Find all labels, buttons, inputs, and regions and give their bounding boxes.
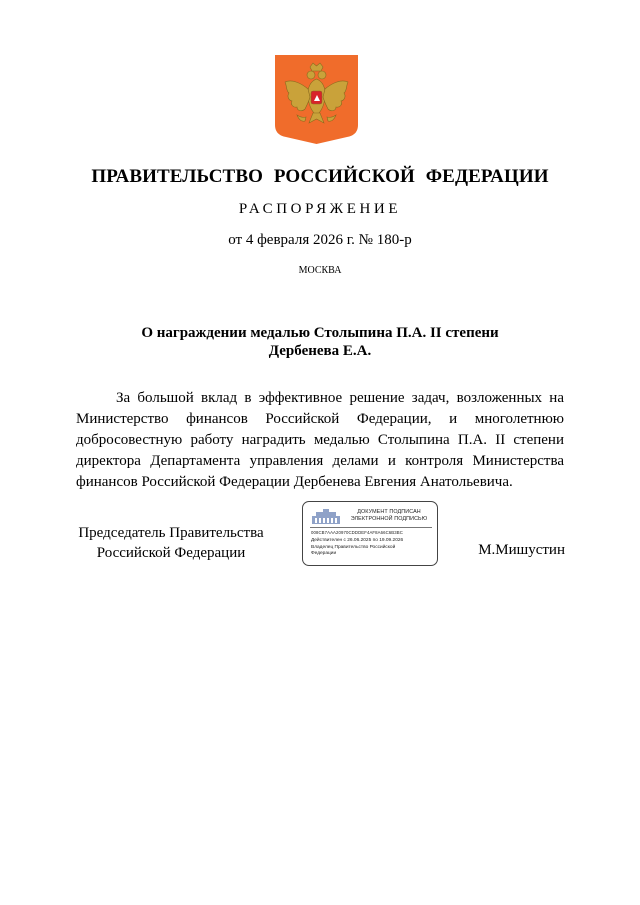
stamp-owner-line-1: Владелец Правительство Российской — [311, 545, 396, 550]
signer-position-line-2: Российской Федерации — [96, 545, 246, 561]
stamp-heading-line-1: ДОКУМЕНТ ПОДПИСАН — [357, 509, 421, 515]
electronic-signature-stamp — [302, 501, 438, 566]
document-city: МОСКВА — [298, 265, 342, 276]
document-body: За большой вклад в эффективное решение задач, возложенных на Министерство финансов Российской Федерации, и многолетнюю добросовестную работу наградить медалью Столыпина П.А. II степени директора Департамента управления делами и контроля Министерства финансов Российской Федерации Дербенева Евгения Анатольевича. — [76, 390, 564, 490]
stamp-owner — [311, 545, 421, 557]
stamp-certificate: 008CB7AAA20970CDDDEF4AF8A66C6B3BC — [311, 530, 403, 535]
stamp-owner-line-2: Федерации — [311, 551, 337, 556]
stamp-heading — [343, 509, 435, 523]
stamp-validity: Действителен с 26.06.2025 по 19.09.2026 — [311, 538, 404, 543]
signer-position — [66, 523, 276, 563]
document-type: РАСПОРЯЖЕНИЕ — [238, 201, 402, 217]
subject-line-1: О награждении медалью Столыпина П.А. II степени — [141, 325, 499, 341]
russian-coat-of-arms-icon — [275, 55, 358, 144]
subject-line-2: Дербенева Е.А. — [268, 343, 372, 359]
stamp-heading-line-2: ЭЛЕКТРОННОЙ ПОДПИСЬЮ — [350, 516, 428, 522]
signer-name: М.Мишустин — [478, 542, 565, 558]
document-subject — [0, 324, 640, 360]
government-title: ПРАВИТЕЛЬСТВО РОССИЙСКОЙ ФЕДЕРАЦИИ — [91, 166, 549, 187]
government-building-icon — [311, 509, 341, 525]
signer-position-line-1: Председатель Правительства — [78, 525, 264, 541]
stamp-divider — [310, 527, 432, 528]
document-date-number: от 4 февраля 2026 г. № 180-р — [228, 232, 412, 248]
